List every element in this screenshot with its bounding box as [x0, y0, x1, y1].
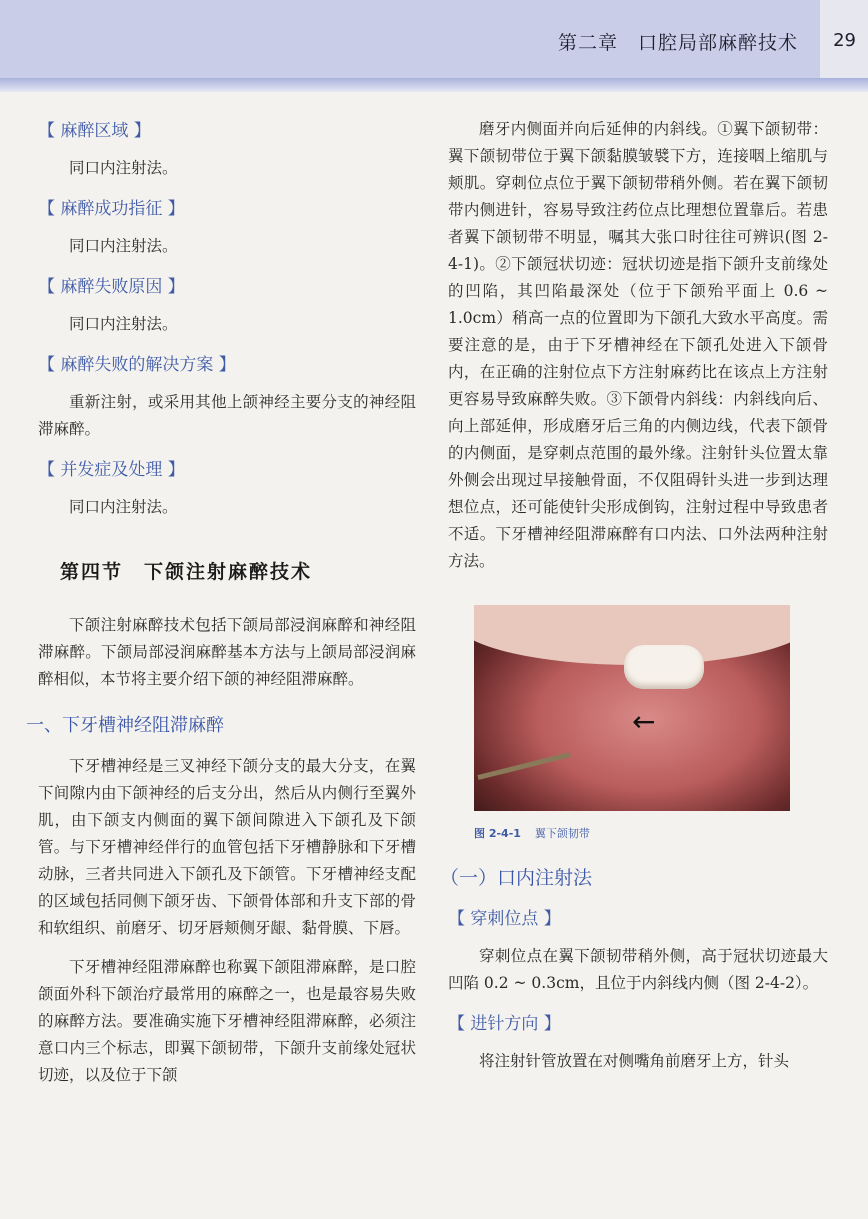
subsection-intraoral-title: （一）口内注射法 — [440, 867, 593, 889]
heading-complications: 【 并发症及处理 】 — [38, 460, 185, 480]
figure-probe — [477, 752, 570, 780]
figure-label: 图 2-4-1 — [474, 827, 521, 840]
figure-teeth — [624, 645, 704, 689]
arrow-left-icon: ← — [632, 705, 656, 738]
heading-needle-direction: 【 进针方向 】 — [448, 1014, 561, 1034]
text-nerve-description: 下牙槽神经是三叉神经下颌分支的最大分支，在翼下间隙内由下颌神经的后支分出，然后从内侧行至翼外肌，由下颌支内侧面的翼下颌间隙进入下颌孔及下颌管。与下牙槽神经伴行的血管包括下牙槽静脉和下牙槽动脉，三者共同进入下颌孔及下颌管。下牙槽神经支配的区域包括同侧下颌牙齿、下颌骨体部和升支下部的骨和软组织、前磨牙、切牙唇颊侧牙龈、黏骨膜、下唇。 — [38, 757, 416, 937]
text-failure-causes: 同口内注射法。 — [69, 315, 178, 333]
header-stripe — [0, 78, 868, 92]
text-block-description: 下牙槽神经阻滞麻醉也称翼下颌阻滞麻醉，是口腔颌面外科下颌治疗最常用的麻醉之一，也是最容易失败的麻醉方法。要准确实施下牙槽神经阻滞麻醉，必须注意口内三个标志，即翼下颌韧带，下颌升支前缘处冠状切迹，以及位于下颌 — [38, 958, 416, 1084]
text-needle-direction: 将注射针管放置在对侧嘴角前磨牙上方，针头 — [479, 1052, 790, 1070]
text-section-intro: 下颌注射麻醉技术包括下颌局部浸润麻醉和神经阻滞麻醉。下颌局部浸润麻醉基本方法与上颌局部浸润麻醉相似，本节将主要介绍下颌的神经阻滞麻醉。 — [38, 616, 416, 688]
heading-puncture-site: 【 穿刺位点 】 — [448, 909, 561, 929]
heading-failure-causes: 【 麻醉失败原因 】 — [38, 277, 185, 297]
left-column — [26, 116, 416, 1101]
section-title: 第四节 下颌注射麻醉技术 — [60, 561, 313, 583]
text-success-signs: 同口内注射法。 — [69, 237, 178, 255]
chapter-title: 第二章 口腔局部麻醉技术 — [557, 32, 798, 54]
heading-success-signs: 【 麻醉成功指征 】 — [38, 199, 185, 219]
heading-anesthesia-area: 【 麻醉区域 】 — [38, 121, 151, 141]
text-anesthesia-area: 同口内注射法。 — [69, 159, 178, 177]
heading-failure-solution: 【 麻醉失败的解决方案 】 — [38, 355, 236, 375]
text-failure-solution: 重新注射，或采用其他上颌神经主要分支的神经阻滞麻醉。 — [38, 393, 416, 438]
subsection-title: 一、下牙槽神经阻滞麻醉 — [26, 715, 224, 736]
text-landmarks: 磨牙内侧面并向后延伸的内斜线。①翼下颌韧带：翼下颌韧带位于翼下颌黏膜皱襞下方，连接咽上缩肌与颊肌。穿刺位点位于翼下颌韧带稍外侧。若在翼下颌韧带内侧进针，容易导致注药位点比理想位置靠后。若患者翼下颌韧带不明显，嘱其大张口时往往可辨识(图 2-4-1)。②下颌冠状切迹：冠状切迹是指下颌升支前缘处的凹陷，其凹陷最深处（位于下颌殆平面上 0.6 ~ 1.0cm）稍高一点的位置即为下颌孔大致水平高度。需要注意的是，由于下牙槽神经在下颌孔处进入下颌骨内，在正确的注射位点下方注射麻药比在该点上方注射更容易导致麻醉失败。③下颌骨内斜线：内斜线向后、向上部延伸，形成磨牙后三角的内侧边线，代表下颌骨的内侧面，是穿刺点范围的最外缘。注射针头位置太靠外侧会出现过早接触骨面，不仅阻碍针头进一步到达理想位点，还可能使针尖形成倒钩，注射过程中导致患者不适。下牙槽神经阻滞麻醉有口内法、口外法两种注射方法。 — [448, 120, 828, 570]
right-column — [440, 116, 828, 1087]
text-complications: 同口内注射法。 — [69, 498, 178, 516]
figure-caption-text: 翼下颌韧带 — [534, 827, 590, 840]
figure-photo — [474, 605, 790, 811]
figure-caption — [474, 825, 828, 841]
page-number: 29 — [833, 30, 856, 51]
text-puncture-site: 穿刺位点在翼下颌韧带稍外侧，高于冠状切迹最大凹陷 0.2 ~ 0.3cm，且位于内斜线内侧（图 2-4-2）。 — [448, 947, 828, 992]
